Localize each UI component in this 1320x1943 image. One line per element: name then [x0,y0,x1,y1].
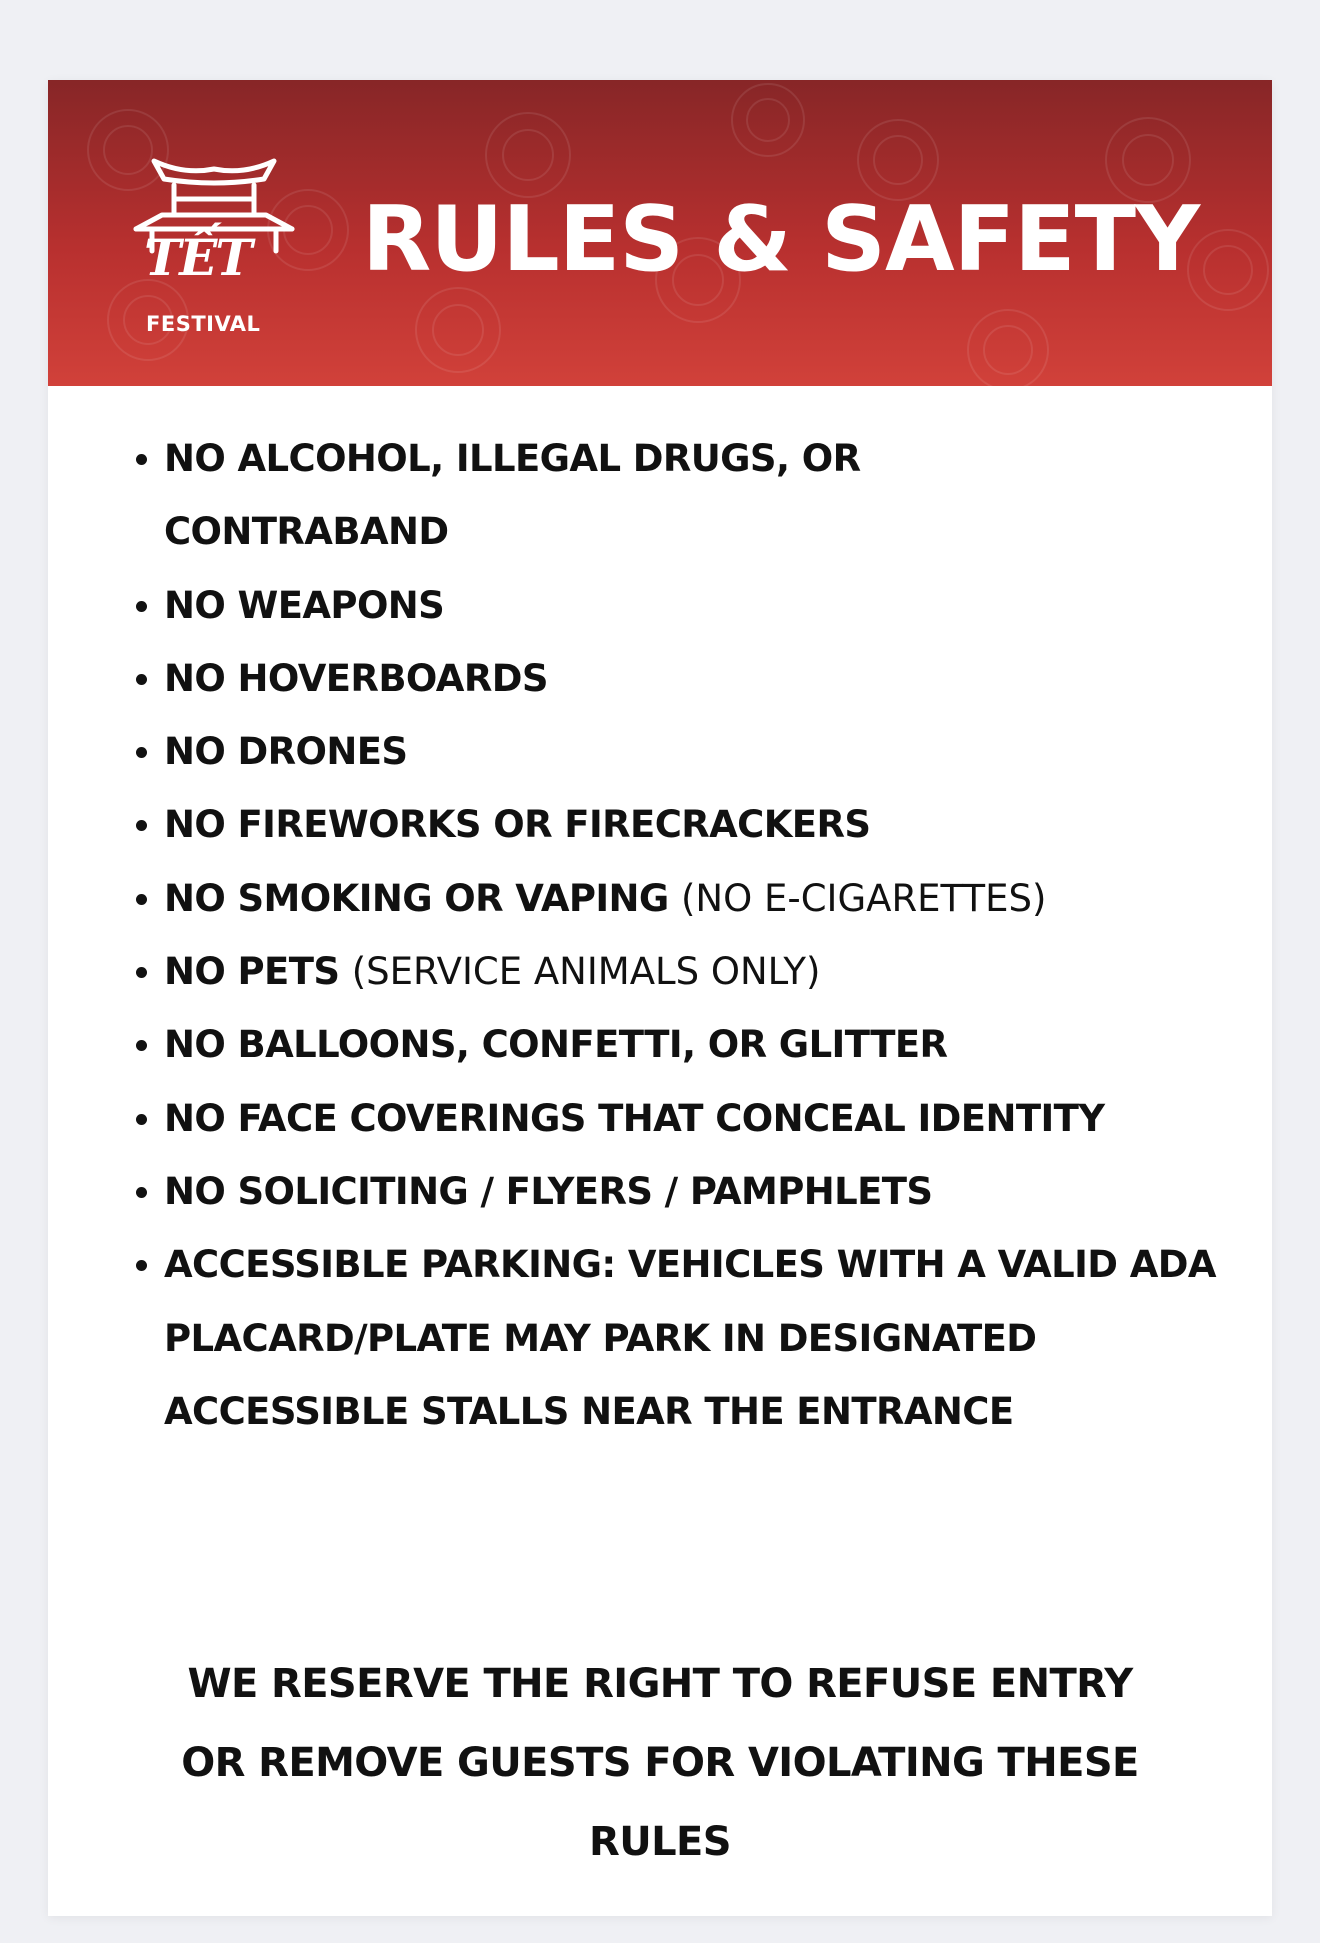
rule-item-hoverboards [134,642,1254,715]
rule-text: NO SOLICITING / FLYERS / PAMPHLETS [164,1169,933,1213]
rule-note: (NO E-CIGARETTES) [680,876,1047,920]
rule-note: (SERVICE ANIMALS ONLY) [351,950,821,994]
rule-text: NO SMOKING OR VAPING [164,876,669,920]
logo-wordmark: TẾT [144,228,251,287]
rule-text: NO DRONES [164,730,408,774]
rule-item-weapons [134,569,1254,642]
rule-item-smoking [134,862,1254,935]
rule-item-fireworks [134,788,1254,861]
rule-text: ACCESSIBLE PARKING: VEHICLES WITH A VALID ADA PLACARD/PLATE MAY PARK IN DESIGNATED ACCESSIBLE STALLS NEAR THE ENTRANCE [164,1243,1216,1433]
header-banner [48,80,1272,386]
rule-item-face-coverings [134,1082,1254,1155]
closing-statement: WE RESERVE THE RIGHT TO REFUSE ENTRY OR REMOVE GUESTS FOR VIOLATING THESE RULES [181,1661,1139,1865]
rules-list [134,422,1254,1448]
rule-text: NO ALCOHOL, ILLEGAL DRUGS, OR [164,437,861,480]
rule-text: NO PETS [164,950,340,994]
rule-text-continued: CONTRABAND [164,510,449,554]
rule-item-alcohol [134,422,1254,569]
rule-text: NO FACE COVERINGS THAT CONCEAL IDENTITY [164,1096,1105,1140]
rule-text: NO FIREWORKS OR FIRECRACKERS [164,803,871,847]
rule-text: NO WEAPONS [164,583,445,627]
rule-text: NO HOVERBOARDS [164,656,548,700]
rule-item-balloons [134,1008,1254,1081]
rules-card [48,80,1272,1916]
rule-item-accessible-parking [134,1228,1254,1448]
page-title: RULES & SAFETY [362,187,1200,292]
logo-subtitle: FESTIVAL [146,312,261,336]
rule-text: NO BALLOONS, CONFETTI, OR GLITTER [164,1023,948,1067]
rule-item-drones [134,715,1254,788]
rule-item-pets [134,935,1254,1008]
rule-item-soliciting [134,1155,1254,1228]
